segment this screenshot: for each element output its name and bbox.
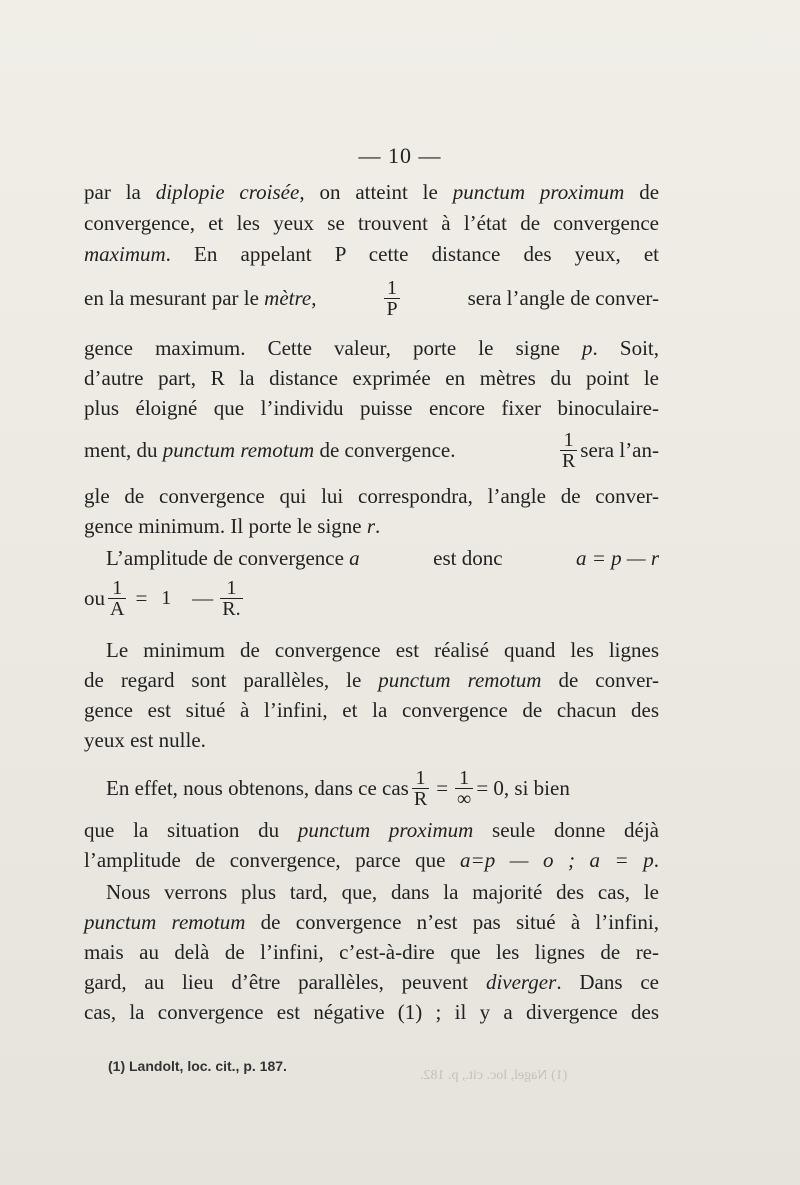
text-line xyxy=(84,180,659,205)
text-line xyxy=(84,514,659,539)
text-line xyxy=(84,546,659,571)
text-span: . Soit, xyxy=(592,336,659,360)
italic-term: p xyxy=(582,336,593,360)
text-line: cas, la convergence est négative (1) ; il y a divergence des xyxy=(84,1000,659,1024)
fraction-1-over-p: $\frac{1}{P}$ xyxy=(386,277,398,320)
text-span: En effet, nous obtenons, dans ce cas xyxy=(106,776,409,800)
text-span: . Dans ce xyxy=(556,970,659,994)
italic-term: punctum remotum xyxy=(378,668,542,692)
text-span: sera l’an- xyxy=(580,438,659,462)
minus-sign: — xyxy=(192,586,214,610)
italic-term: punctum proximum xyxy=(297,818,474,842)
italic-term: mètre xyxy=(264,286,312,310)
text-span: seule donne déjà xyxy=(473,818,660,842)
text-line xyxy=(84,848,659,873)
text-line: mais au delà de l’infini, c’est-à-dire que les lignes de re- xyxy=(84,940,659,964)
text-span: par la xyxy=(84,180,156,204)
text-line: d’autre part, R la distance exprimée en mètres du point le xyxy=(84,366,659,390)
text-line xyxy=(84,910,659,935)
text-line: Le minimum de convergence est réalisé quand les lignes xyxy=(106,638,659,662)
text-span: gence minimum. Il porte le signe xyxy=(84,514,367,538)
text-line: convergence, et les yeux se trouvent à l’état de convergence xyxy=(84,211,659,235)
text-span: , xyxy=(311,286,317,310)
text-span: en la mesurant par le xyxy=(84,286,265,310)
text-line: Nous verrons plus tard, que, dans la majorité des cas, le xyxy=(106,880,659,904)
equals-sign: = xyxy=(436,776,449,800)
text-span: de xyxy=(624,180,660,204)
text-span: de convergence n’est pas situé à l’infini, xyxy=(245,910,659,934)
italic-term: punctum remotum xyxy=(162,438,315,462)
text-line: gence est situé à l’infini, et la convergence de chacun des xyxy=(84,698,659,722)
italic-term: diverger xyxy=(485,970,557,994)
text-span: gence maximum. Cette valeur, porte le signe xyxy=(84,336,583,360)
text-span: L’amplitude de convergence xyxy=(106,546,350,570)
text-line xyxy=(84,818,659,843)
formula-line xyxy=(84,768,659,809)
italic-term: punctum remotum xyxy=(84,910,246,934)
text-span: . xyxy=(653,848,660,872)
fraction-1-over-p: 1 xyxy=(161,587,172,609)
equals-sign: = xyxy=(135,586,148,610)
fraction-1-over-a: $\frac{1}{A}$ xyxy=(110,577,125,620)
text-span: sera l’angle de conver- xyxy=(467,286,659,310)
text-span: ou xyxy=(84,586,105,610)
italic-term: maximum xyxy=(84,242,166,266)
formula-line xyxy=(84,578,659,619)
text-span: = 0, si bien xyxy=(476,776,570,800)
text-line xyxy=(84,970,659,995)
text-span: . En appelant P cette distance des yeux, et xyxy=(165,242,659,266)
text-line xyxy=(84,336,659,361)
italic-term: r xyxy=(366,514,376,538)
formula: a=p — o ; a = p xyxy=(460,848,654,872)
text-line xyxy=(84,242,659,267)
text-line xyxy=(84,668,659,693)
text-span: est donc xyxy=(433,546,503,570)
text-span: gard, au lieu d’être parallèles, peuvent xyxy=(84,970,486,994)
formula: a = p — r xyxy=(575,546,659,570)
text-span: que la situation du xyxy=(84,818,298,842)
text-span: , on atteint le xyxy=(299,180,453,204)
fraction-1-over-r: $\frac{1}{R}$ xyxy=(561,429,576,472)
text-span: l’amplitude de convergence, parce que xyxy=(84,848,461,872)
text-span: de convergence. xyxy=(314,438,456,462)
footnote: (1) Landolt, loc. cit., p. 187. xyxy=(108,1058,287,1074)
italic-term: a xyxy=(349,546,360,570)
fraction-1-over-infinity: $\frac{1}{\infty}$ xyxy=(457,767,472,810)
text-span: de conver- xyxy=(541,668,659,692)
text-line xyxy=(84,430,659,471)
italic-term: punctum proximum xyxy=(452,180,625,204)
italic-term: diplopie croisée xyxy=(155,180,300,204)
text-line xyxy=(84,278,659,319)
fraction-1-over-r: $\frac{1}{R.}$ xyxy=(222,577,241,620)
text-line: gle de convergence qui lui correspondra, l’angle de conver- xyxy=(84,484,659,508)
text-span: . xyxy=(375,514,381,538)
text-line: plus éloigné que l’individu puisse encore fixer binoculaire- xyxy=(84,396,659,420)
bleed-through-text: (1) Nagel, loc. cit., p. 182. xyxy=(420,1068,568,1083)
text-line: yeux est nulle. xyxy=(84,728,206,752)
text-span: ment, du xyxy=(84,438,163,462)
text-span: de regard sont parallèles, le xyxy=(84,668,379,692)
page-number: — 10 — xyxy=(358,143,442,168)
fraction-1-over-r: $\frac{1}{R}$ xyxy=(413,767,428,810)
